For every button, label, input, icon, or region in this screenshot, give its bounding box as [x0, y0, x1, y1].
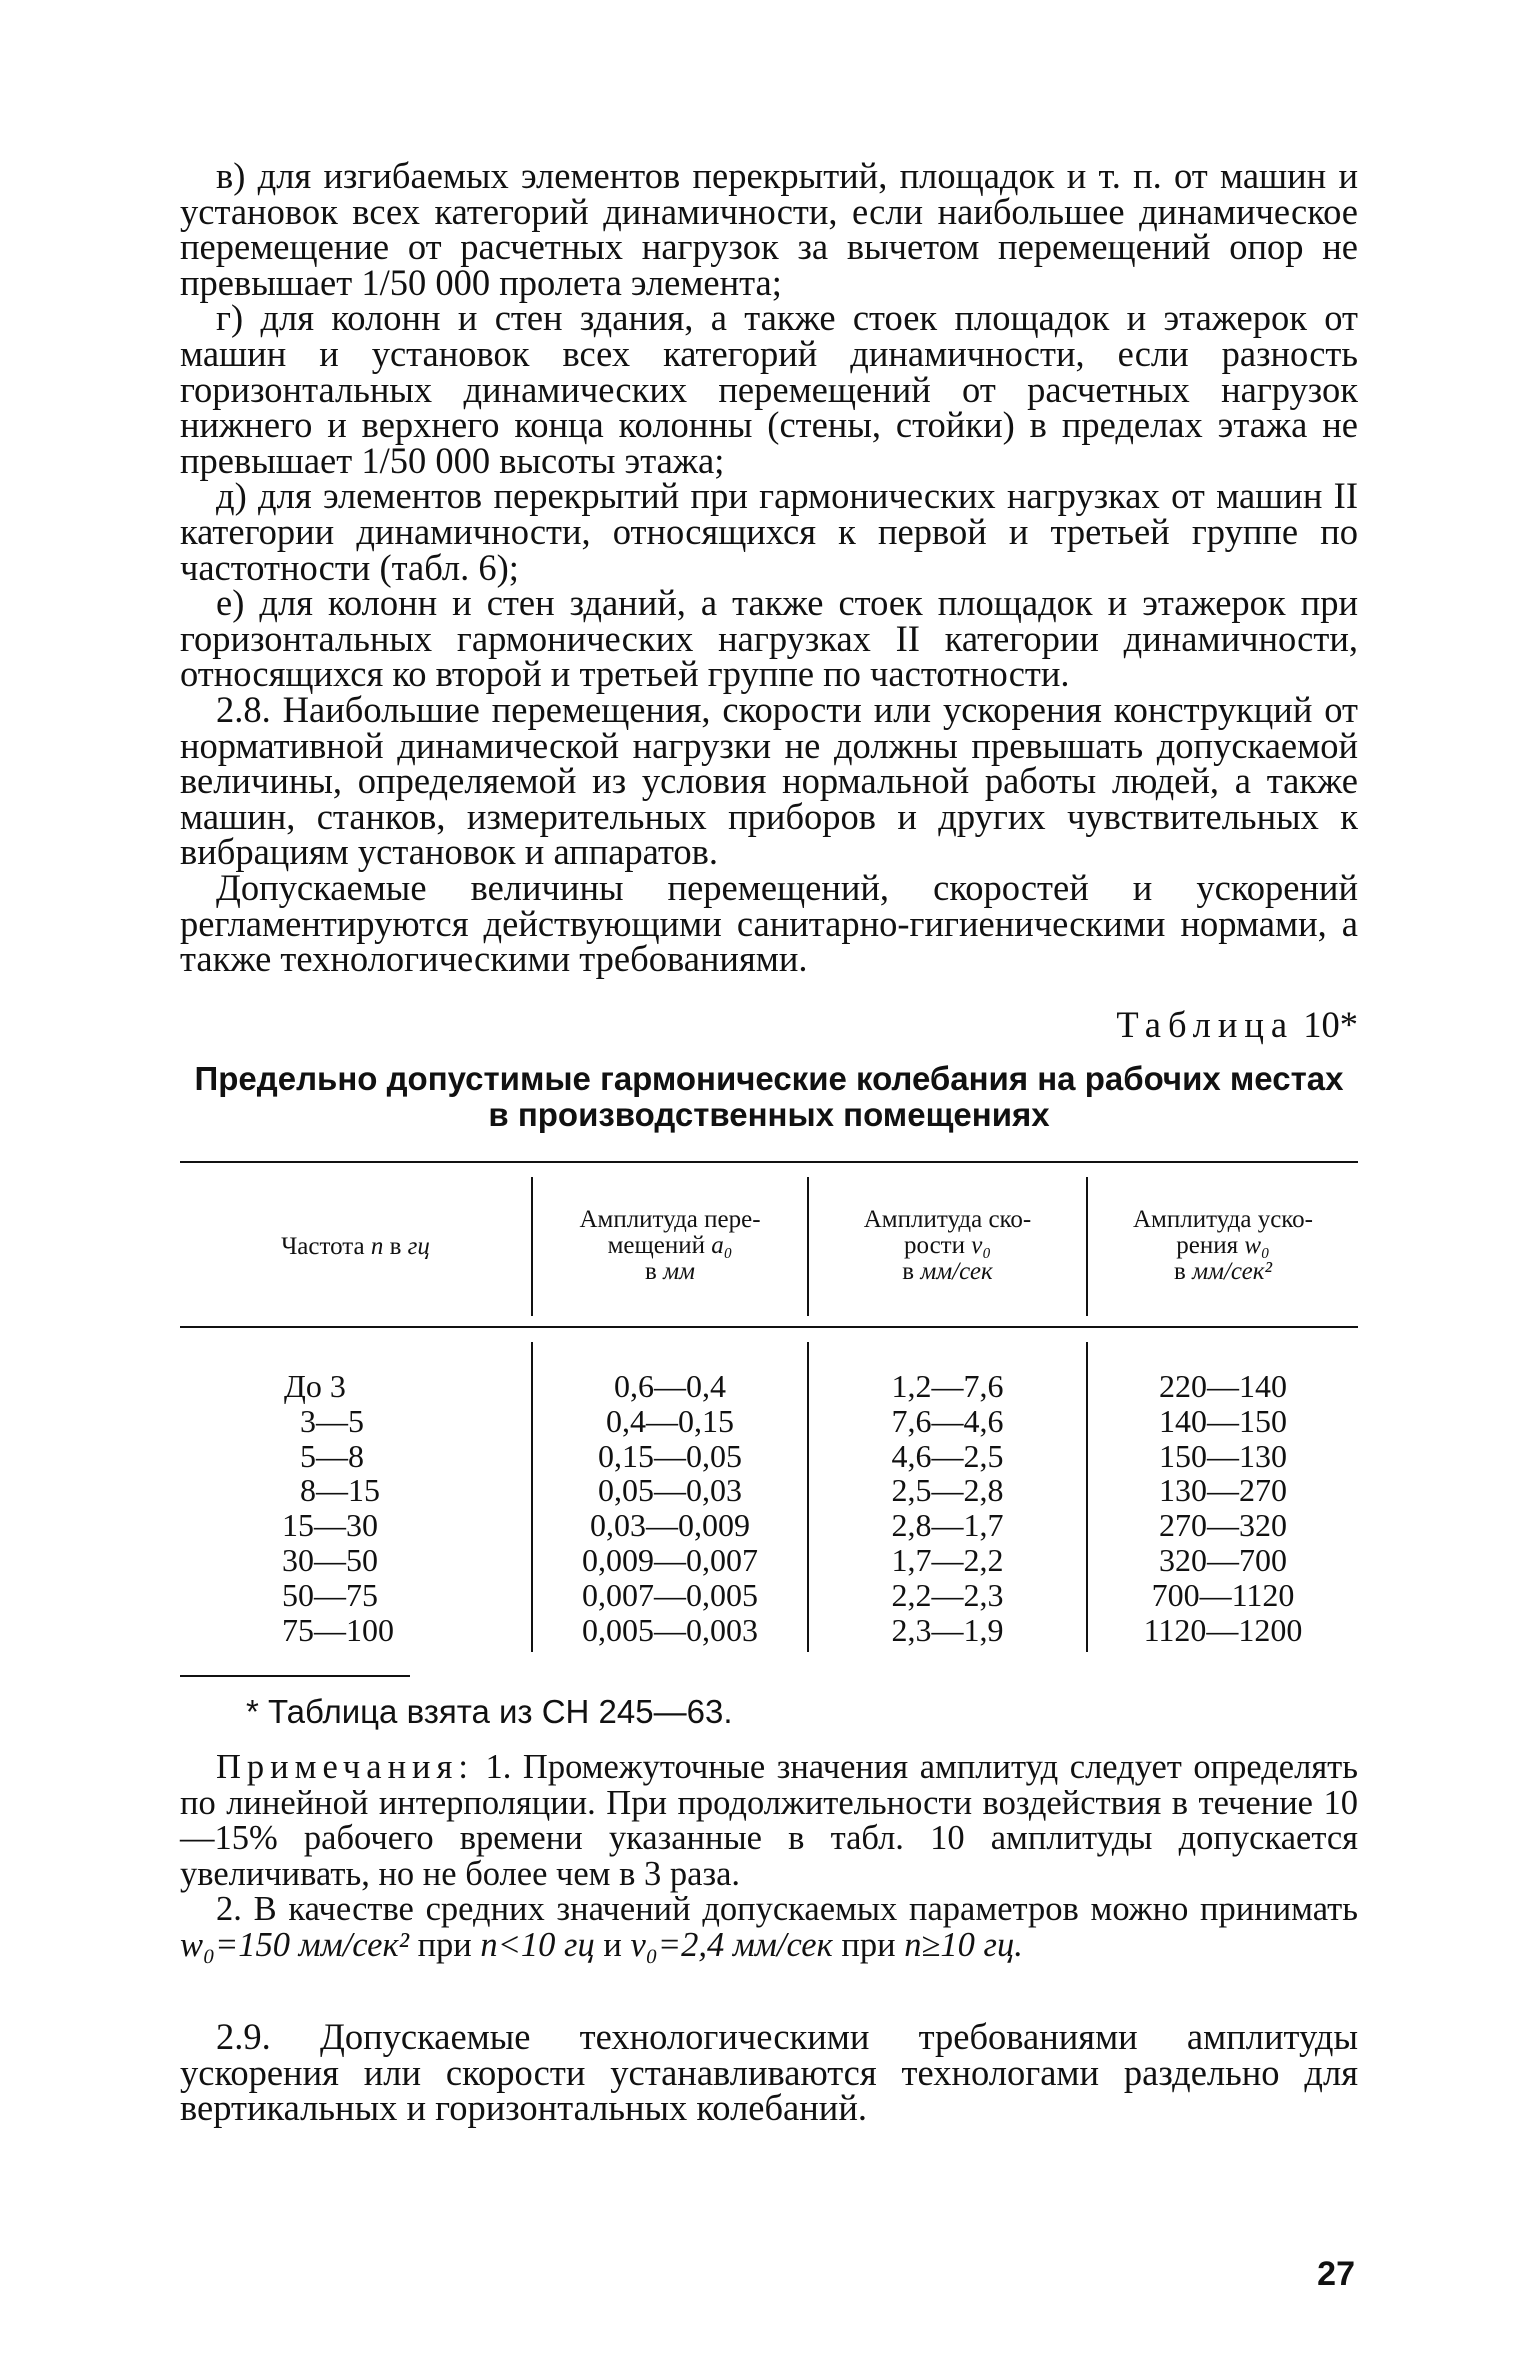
table-cell: 150—130 [1159, 1437, 1287, 1474]
table-cell: 2,5—2,8 [891, 1472, 1004, 1509]
table-cell: 700—1120 [1151, 1576, 1295, 1613]
table-title-line-1: Предельно допустимые гармонические колебания на рабочих местах [194, 1060, 1344, 1097]
table-cell: 320—700 [1159, 1541, 1287, 1578]
header-acceleration: Амплитуда уско- рения w₀ в мм/сек² [1133, 1206, 1313, 1285]
column-displacement [533, 1369, 807, 1647]
table-cell: 1,2—7,6 [891, 1368, 1004, 1404]
table-cell: 8—15 [300, 1472, 380, 1509]
paragraph-2-8-cont: Допускаемые величины перемещений, скоростей и ускорений регламентируются действующими санитарно-гигиеническими нормами, а также технологическими требованиями. [180, 866, 1358, 980]
table-cell: 0,03—0,009 [590, 1507, 750, 1544]
table-top-rule [180, 1161, 1358, 1163]
note-2: 2. В качестве средних значений допускаемых параметров можно принимать w₀=150 мм/сек² при n<10 гц и v₀=2,4 мм/сек при n≥10 гц. [180, 1890, 1358, 1964]
item-g: г) для колонн и стен здания, а также стоек площадок и этажерок от машин и установок всех категорий динамичности, если разность горизонтальных динамических перемещений от расчетных нагрузок нижнего и верхнего конца колонны (стены, стойки) в пределах этажа не превышает 1/50 000 высоты этажа; [180, 297, 1358, 481]
section-2-9 [180, 2016, 1358, 2129]
paragraph-2-9: 2.9. Допускаемые технологическими требованиями амплитуды ускорения или скорости устанавливаются технологами раздельно для вертикальных и горизонтальных колебаний. [180, 2016, 1358, 2129]
header-frequency: Частота n в гц [281, 1233, 430, 1260]
table-cell: 15—30 [282, 1507, 378, 1544]
table-cell: 75—100 [282, 1611, 394, 1648]
table-cell: 1,7—2,2 [891, 1541, 1004, 1578]
item-v: в) для изгибаемых элементов перекрытий, площадок и т. п. от машин и установок всех категорий динамичности, если наибольшее динамическое перемещение от расчетных нагрузок за вычетом перемещений опор не превышает 1/50 000 пролета элемента; [180, 155, 1358, 303]
table-cell: До 3 [284, 1368, 346, 1404]
table-title-line-2: в производственных помещениях [488, 1096, 1050, 1133]
table-header-rule [180, 1326, 1358, 1328]
table-cell: 140—150 [1159, 1402, 1287, 1439]
section-2-8 [180, 689, 1358, 980]
table-cell: 270—320 [1159, 1507, 1287, 1544]
table-cell: 2,3—1,9 [891, 1611, 1004, 1648]
table-label-number: 10* [1303, 1004, 1358, 1045]
table-cell: 0,005—0,003 [582, 1611, 758, 1648]
table-title [180, 1061, 1358, 1133]
table-cell: 0,007—0,005 [582, 1576, 758, 1613]
column-frequency [282, 1369, 482, 1647]
table-cell: 30—50 [282, 1541, 378, 1578]
note-1: Примечания: 1. Промежуточные значения амплитуд следует определять по линейной интерполяции. При продолжительности воздействия в течение 10—15% рабочего времени указанные в табл. 10 амплитуды допускается увеличивать, но не более чем в 3 раза. [180, 1748, 1358, 1893]
table-cell: 130—270 [1159, 1472, 1287, 1509]
notes [180, 1750, 1358, 1964]
table-label [180, 1006, 1358, 1044]
table-cell: 1120—1200 [1143, 1611, 1303, 1648]
table-label-word: Таблица [1116, 1004, 1295, 1045]
table-cell: 0,4—0,15 [606, 1402, 734, 1439]
table-cell: 50—75 [282, 1576, 378, 1613]
page-number: 27 [1317, 2255, 1355, 2293]
table-cell: 3—5 [300, 1402, 364, 1439]
table-cell: 0,15—0,05 [598, 1437, 742, 1474]
notes-heading: Примечания: [216, 1748, 474, 1786]
table-cell: 220—140 [1159, 1368, 1287, 1404]
table-cell: 2,8—1,7 [891, 1507, 1004, 1544]
table-cell: 0,05—0,03 [598, 1472, 742, 1509]
table-footnote: * Таблица взята из СН 245—63. [246, 1693, 733, 1730]
column-acceleration [1088, 1369, 1358, 1647]
table-cell: 4,6—2,5 [891, 1437, 1004, 1474]
list-items [180, 155, 1358, 695]
item-e: е) для колонн и стен зданий, а также стоек площадок и этажерок при горизонтальных гармонических нагрузках II категории динамичности, относящихся ко второй и третьей группе по частотности. [180, 582, 1358, 695]
paragraph-2-8: 2.8. Наибольшие перемещения, скорости или ускорения конструкций от нормативной динамической нагрузки не должны превышать допускаемой величины, определяемой из условия нормальной работы людей, а также машин, станков, измерительных приборов и других чувствительных к вибрациям установок и аппаратов. [180, 689, 1358, 873]
table-bottom-rule [180, 1675, 410, 1677]
table-cell: 2,2—2,3 [891, 1576, 1004, 1613]
item-d: д) для элементов перекрытий при гармонических нагрузках от машин II категории динамичности, относящихся к первой и третьей группе по частотности (табл. 6); [180, 475, 1358, 588]
table-cell: 7,6—4,6 [891, 1402, 1004, 1439]
column-velocity [809, 1369, 1086, 1647]
header-velocity: Амплитуда ско- рости v₀ в мм/сек [863, 1206, 1032, 1285]
table-cell: 5—8 [300, 1437, 364, 1474]
table-cell: 0,6—0,4 [614, 1368, 726, 1404]
header-displacement: Амплитуда пере- мещений a₀ в мм [579, 1206, 761, 1285]
table-cell: 0,009—0,007 [582, 1541, 758, 1578]
